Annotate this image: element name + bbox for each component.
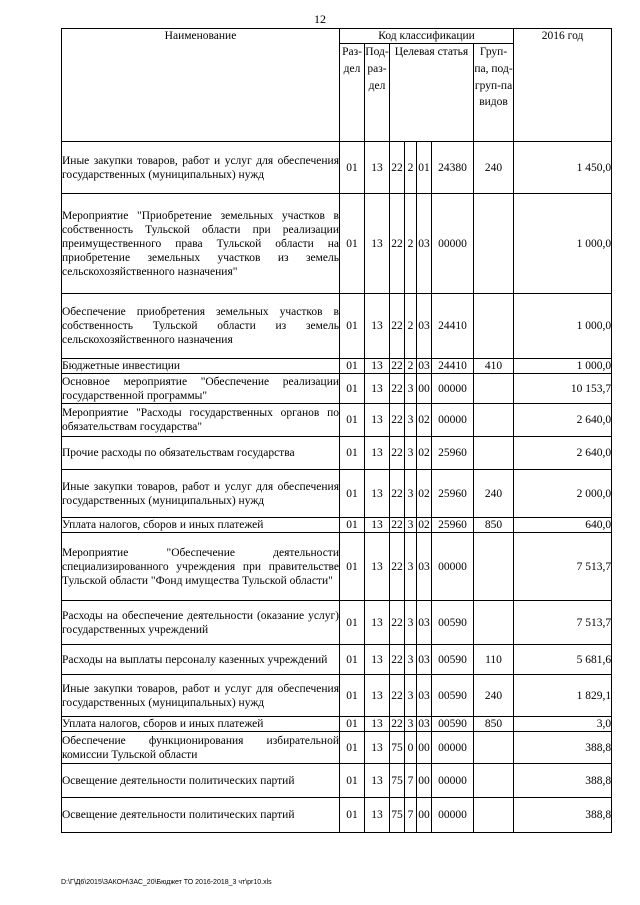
row-expense-type: 240: [474, 142, 514, 194]
table-row: [62, 533, 612, 601]
row-expense-type: 850: [474, 518, 514, 533]
row-target-direction: 00000: [432, 764, 474, 798]
table-row: [62, 798, 612, 833]
row-name: Освещение деятельности политических партий: [62, 798, 340, 833]
row-section: 01: [340, 359, 365, 374]
table-row: [62, 142, 612, 194]
row-expense-type: [474, 294, 514, 359]
row-target-direction: 00000: [432, 533, 474, 601]
table-row: [62, 374, 612, 404]
row-expense-type: [474, 374, 514, 404]
row-target-event: 03: [417, 533, 432, 601]
row-subsection: 13: [365, 717, 390, 732]
row-target-event: 02: [417, 437, 432, 470]
table-row: [62, 404, 612, 437]
row-amount: 388,8: [514, 732, 612, 764]
row-target-event: 03: [417, 194, 432, 294]
row-target-direction: 25960: [432, 470, 474, 518]
row-name: Обеспечение приобретения земельных участков в собственность Тульской области из земель сельскохозяйственного назначения: [62, 294, 340, 359]
row-section: 01: [340, 533, 365, 601]
row-amount: 2 000,0: [514, 470, 612, 518]
row-expense-type: [474, 764, 514, 798]
row-target-program: 75: [390, 798, 405, 833]
row-amount: 7 513,7: [514, 601, 612, 645]
row-subsection: 13: [365, 764, 390, 798]
table-row: [62, 294, 612, 359]
row-section: 01: [340, 194, 365, 294]
row-target-event: 00: [417, 732, 432, 764]
row-target-direction: 00590: [432, 601, 474, 645]
row-target-event: 03: [417, 294, 432, 359]
row-name: Расходы на выплаты персоналу казенных учреждений: [62, 645, 340, 675]
table-row: [62, 645, 612, 675]
row-target-program: 75: [390, 732, 405, 764]
row-subsection: 13: [365, 518, 390, 533]
row-name: Освещение деятельности политических партий: [62, 764, 340, 798]
row-target-direction: 00590: [432, 675, 474, 717]
row-amount: 10 153,7: [514, 374, 612, 404]
row-section: 01: [340, 798, 365, 833]
row-name: Бюджетные инвестиции: [62, 359, 340, 374]
header-year: 2016 год: [514, 29, 612, 142]
table-row: [62, 359, 612, 374]
row-section: 01: [340, 675, 365, 717]
row-target-direction: 00590: [432, 717, 474, 732]
row-target-subprogram: 7: [405, 798, 417, 833]
row-subsection: 13: [365, 374, 390, 404]
table-row: [62, 601, 612, 645]
row-expense-type: [474, 194, 514, 294]
row-subsection: 13: [365, 533, 390, 601]
row-target-event: 03: [417, 601, 432, 645]
row-target-direction: 00000: [432, 404, 474, 437]
row-target-subprogram: 3: [405, 601, 417, 645]
row-name: Обеспечение функционирования избирательной комиссии Тульской области: [62, 732, 340, 764]
row-amount: 3,0: [514, 717, 612, 732]
row-target-direction: 00590: [432, 645, 474, 675]
row-target-direction: 24410: [432, 294, 474, 359]
row-amount: 2 640,0: [514, 404, 612, 437]
row-amount: 7 513,7: [514, 533, 612, 601]
row-target-program: 22: [391, 718, 403, 730]
row-amount: 388,8: [514, 798, 612, 833]
row-target-event: 01: [417, 142, 432, 194]
row-subsection: 13: [365, 732, 390, 764]
row-target-subprogram: 3: [405, 533, 417, 601]
row-target-direction: 00000: [432, 374, 474, 404]
row-target-direction: 00000: [432, 732, 474, 764]
row-expense-type: [474, 601, 514, 645]
row-amount: 5 681,6: [514, 645, 612, 675]
row-target-subprogram: 3: [405, 374, 417, 404]
row-name: Мероприятие "Расходы государственных органов по обязательствам государства": [62, 404, 340, 437]
row-target-program: 75: [390, 764, 405, 798]
table-row: [62, 675, 612, 717]
header-section: Раз-дел: [340, 44, 365, 142]
row-name: Уплата налогов, сборов и иных платежей: [62, 518, 340, 533]
table-row: [62, 194, 612, 294]
row-target-direction: 24410: [432, 359, 474, 374]
row-subsection: 13: [365, 675, 390, 717]
header-subsection: Под-раз-дел: [365, 44, 390, 142]
row-name: Мероприятие "Обеспечение деятельности специализированного учреждения при правительстве Тульской области "Фонд имущества Тульской области": [62, 533, 340, 601]
row-target-subprogram: 3: [405, 470, 417, 518]
row-section: 01: [340, 437, 365, 470]
row-expense-type: 410: [474, 359, 514, 374]
row-expense-type: [474, 404, 514, 437]
row-name: Основное мероприятие "Обеспечение реализации государственной программы": [62, 375, 339, 402]
row-name: Иные закупки товаров, работ и услуг для обеспечения государственных (муниципальных) нужд: [62, 142, 340, 194]
table-row: [62, 764, 612, 798]
row-target-program: 22: [390, 294, 405, 359]
row-subsection: 13: [365, 194, 390, 294]
row-subsection: 13: [365, 359, 390, 374]
row-expense-type: [474, 437, 514, 470]
row-section: 01: [340, 142, 365, 194]
row-target-subprogram: 7: [405, 764, 417, 798]
row-subsection: 13: [365, 645, 390, 675]
page-number: 12: [314, 12, 326, 26]
row-section: 01: [340, 764, 365, 798]
header-name: Наименование: [62, 29, 340, 142]
row-name: Уплата налогов, сборов и иных платежей: [62, 717, 340, 732]
row-target-event: 03: [418, 360, 430, 372]
row-section: 01: [340, 645, 365, 675]
row-target-direction: 25960: [432, 437, 474, 470]
row-amount: 1 000,0: [514, 359, 612, 374]
row-target-program: 22: [390, 437, 405, 470]
row-name: Иные закупки товаров, работ и услуг для обеспечения государственных (муниципальных) нужд: [62, 675, 340, 717]
row-amount: 1 000,0: [514, 194, 612, 294]
row-subsection: 13: [365, 142, 390, 194]
row-target-program: 22: [390, 675, 405, 717]
row-section: 01: [340, 518, 365, 533]
row-target-program: 22: [390, 142, 405, 194]
header-target-article: Целевая статья: [390, 44, 474, 142]
row-target-event: 03: [417, 675, 432, 717]
row-target-subprogram: 2: [405, 194, 417, 294]
row-target-program: 22: [390, 374, 405, 404]
row-expense-type: 110: [474, 645, 514, 675]
header-expense-group: Груп-па, под-груп-па видов: [474, 44, 514, 142]
row-target-subprogram: 3: [405, 717, 417, 732]
row-amount: 1 450,0: [514, 142, 612, 194]
row-target-program: 22: [390, 194, 405, 294]
row-amount: 388,8: [514, 764, 612, 798]
row-target-program: 22: [390, 645, 405, 675]
row-target-subprogram: 2: [405, 294, 417, 359]
row-subsection: 13: [365, 601, 390, 645]
row-target-subprogram: 3: [405, 404, 417, 437]
row-target-subprogram: 3: [405, 437, 417, 470]
table-row: [62, 470, 612, 518]
row-expense-type: [474, 533, 514, 601]
row-name: Мероприятие "Приобретение земельных участков в собственность Тульской области при реализации преимущественного права Тульской области на приобретение земельных участков из земель сельскохозяйственного назначения": [62, 194, 340, 294]
row-target-event: 00: [417, 764, 432, 798]
row-target-program: 22: [391, 519, 403, 531]
row-subsection: 13: [365, 294, 390, 359]
row-name: Иные закупки товаров, работ и услуг для обеспечения государственных (муниципальных) нужд: [62, 470, 340, 518]
row-target-subprogram: 3: [405, 645, 417, 675]
table-row: [62, 437, 612, 470]
row-target-program: 22: [390, 533, 405, 601]
row-target-event: 02: [418, 519, 430, 531]
file-path-footer: D:\Г\Д6\2015\ЗАКОН\ЗАС_20\Бюджет ТО 2016-2018_3 чт\pr10.xls: [61, 879, 272, 886]
row-expense-type: 240: [474, 470, 514, 518]
row-target-direction: 24380: [432, 142, 474, 194]
row-amount: 2 640,0: [514, 437, 612, 470]
row-section: 01: [340, 717, 365, 732]
row-expense-type: [474, 798, 514, 833]
row-subsection: 13: [365, 470, 390, 518]
row-expense-type: 850: [474, 717, 514, 732]
row-expense-type: [474, 732, 514, 764]
row-target-event: 02: [417, 470, 432, 518]
row-subsection: 13: [365, 404, 390, 437]
row-target-subprogram: 2: [405, 359, 417, 374]
row-target-subprogram: 3: [405, 518, 417, 533]
row-target-program: 22: [390, 601, 405, 645]
row-target-subprogram: 2: [405, 142, 417, 194]
row-target-program: 22: [390, 404, 405, 437]
row-section: 01: [340, 601, 365, 645]
row-section: 01: [340, 294, 365, 359]
table-row: [62, 717, 612, 732]
row-expense-type: 240: [474, 675, 514, 717]
row-subsection: 13: [365, 437, 390, 470]
header-classification-code: Код классификации: [340, 29, 514, 44]
row-target-direction: 00000: [432, 798, 474, 833]
row-target-event: 03: [417, 645, 432, 675]
table-row: [62, 518, 612, 533]
row-target-subprogram: 3: [405, 675, 417, 717]
row-target-program: 22: [391, 360, 403, 372]
row-subsection: 13: [365, 798, 390, 833]
row-name: Прочие расходы по обязательствам государства: [62, 437, 340, 470]
row-target-program: 22: [390, 470, 405, 518]
table-row: [62, 732, 612, 764]
row-section: 01: [340, 470, 365, 518]
row-amount: 640,0: [514, 518, 612, 533]
row-target-subprogram: 0: [405, 732, 417, 764]
row-section: 01: [340, 374, 365, 404]
row-section: 01: [340, 732, 365, 764]
row-target-direction: 25960: [432, 518, 474, 533]
row-amount: 1 000,0: [514, 294, 612, 359]
row-target-event: 03: [418, 718, 430, 730]
row-target-event: 00: [417, 798, 432, 833]
row-target-event: 00: [417, 374, 432, 404]
row-target-direction: 00000: [432, 194, 474, 294]
row-amount: 1 829,1: [514, 675, 612, 717]
budget-table: [61, 28, 612, 833]
row-name: Расходы на обеспечение деятельности (оказание услуг) государственных учреждений: [62, 601, 340, 645]
row-target-event: 02: [417, 404, 432, 437]
row-section: 01: [340, 404, 365, 437]
